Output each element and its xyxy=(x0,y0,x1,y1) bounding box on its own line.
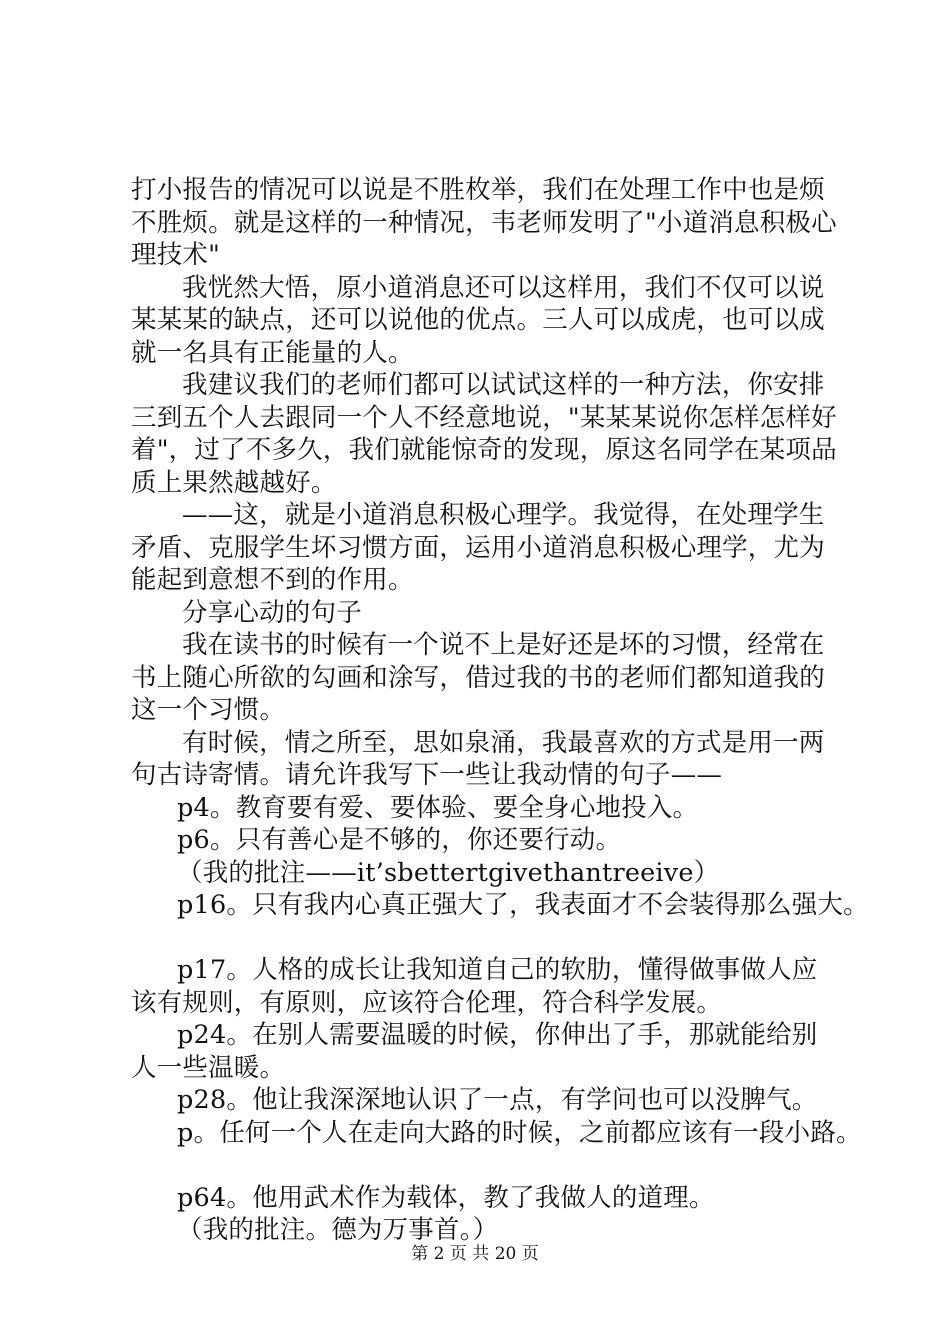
paragraph-1: 打小报告的情况可以说是不胜枚举，我们在处理工作中也是烦不胜烦。就是这样的一种情况，韦老师发明了"小道消息积极心理技术" xyxy=(131,175,837,270)
quote-p24: p24。在别人需要温暖的时候，你伸出了手，那就能给别人一些温暖。 xyxy=(131,1020,818,1083)
quote-p: p。任何一个人在走向大路的时候，之前都应该有一段小路。 xyxy=(177,1117,862,1148)
annotation-1: （我的批注——it’sbettertgivethantreeive） xyxy=(177,857,720,888)
quote-p16: p16。只有我内心真正强大了，我表面才不会装得那么强大。 xyxy=(177,890,869,920)
paragraph-3: 我建议我们的老师们都可以试试这样的一种方法，你安排三到五个人去跟同一个人不经意地说，"某某某说你怎样怎样好着"，过了不多久，我们就能惊奇的发现，原这名同学在某项品质上果然越越好。 xyxy=(131,370,837,498)
quote-p6: p6。只有善心是不够的，你还要行动。 xyxy=(177,825,622,855)
paragraph-4: ——这，就是小道消息积极心理学。我觉得，在处理学生矛盾、克服学生坏习惯方面，运用小道消息积极心理学，尤为能起到意想不到的作用。 xyxy=(131,500,825,595)
section-heading: 分享心动的句子 xyxy=(182,597,362,628)
paragraph-6: 有时候，情之所至，思如泉涌，我最喜欢的方式是用一两句古诗寄情。请允许我写下一些让我动情的句子—— xyxy=(131,727,825,790)
quote-p64: p64。他用武术作为载体，教了我做人的道理。 xyxy=(177,1182,715,1213)
paragraph-5: 我在读书的时候有一个说不上是好还是坏的习惯，经常在书上随心所欲的勾画和涂写，借过我的书的老师们都知道我的这一个习惯。 xyxy=(131,630,825,725)
quote-p17: p17。人格的成长让我知道自己的软肋，懂得做事做人应该有规则，有原则，应该符合伦理，符合科学发展。 xyxy=(131,955,818,1018)
annotation-2: （我的批注。德为万事首。） xyxy=(177,1215,499,1245)
paragraph-2: 我恍然大悟，原小道消息还可以这样用，我们不仅可以说某某某的缺点，还可以说他的优点。三人可以成虎，也可以成就一名具有正能量的人。 xyxy=(131,272,825,368)
quote-p4: p4。教育要有爱、要体验、要全身心地投入。 xyxy=(177,792,699,823)
page-footer: 第 2 页 共 20 页 xyxy=(411,1244,539,1264)
document-body xyxy=(131,174,869,1247)
quote-p28: p28。他让我深深地认识了一点，有学问也可以没脾气。 xyxy=(177,1085,818,1115)
